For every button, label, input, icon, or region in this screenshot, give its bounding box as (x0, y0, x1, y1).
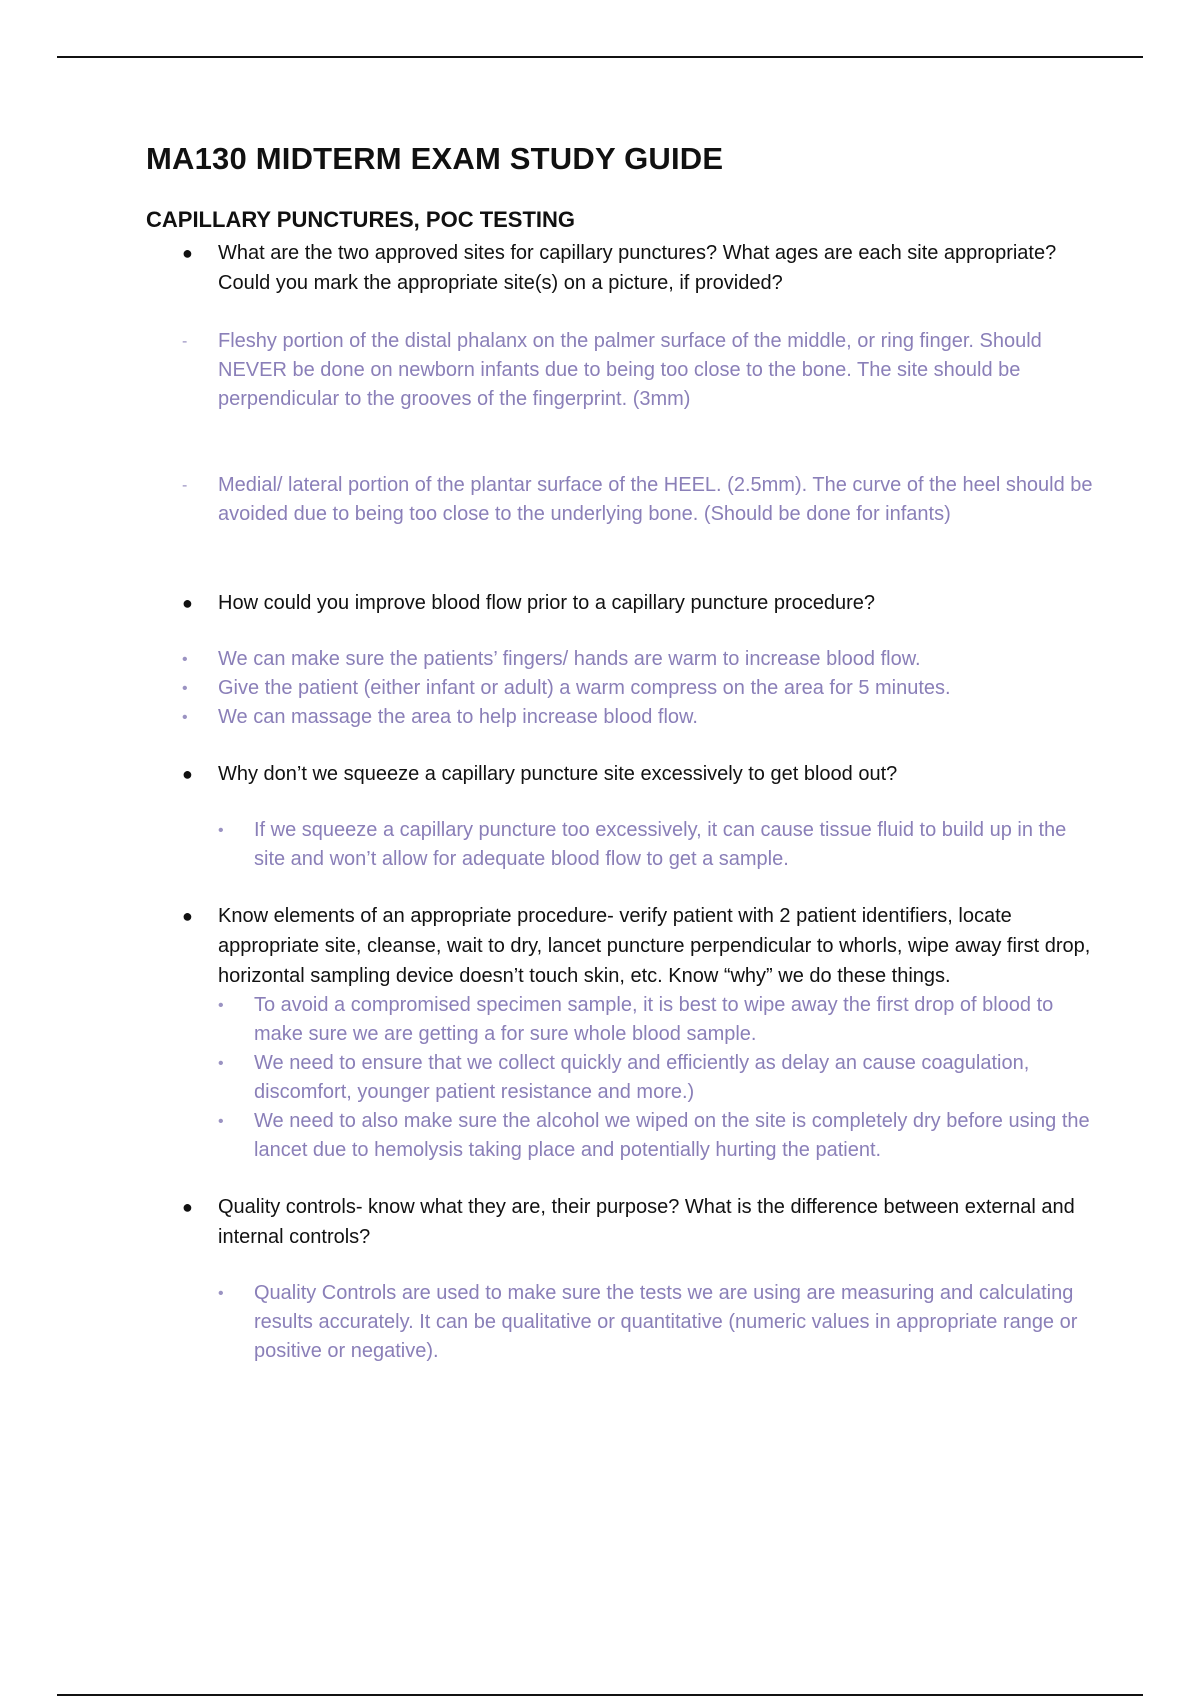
study-guide-page (146, 140, 1096, 1366)
answer-item (146, 816, 1096, 874)
dot-icon: • (218, 821, 224, 839)
question-item (146, 759, 1096, 789)
question-item (146, 1192, 1096, 1252)
question-text: Know elements of an appropriate procedure- verify patient with 2 patient identifiers, locate appropriate site, cleanse, wait to dry, lancet puncture perpendicular to whorls, wipe away first drop, horizontal sampling device doesn’t touch skin, etc. Know “why” we do these things. (218, 904, 1091, 987)
answer-text: We can make sure the patients’ fingers/ hands are warm to increase blood flow. (218, 647, 921, 670)
bullet-icon: ● (182, 592, 193, 613)
answer-item (146, 645, 1096, 674)
answer-item (146, 1049, 1096, 1107)
question-item (146, 588, 1096, 618)
answer-item (146, 703, 1096, 732)
top-rule (57, 56, 1143, 58)
dot-icon: • (218, 1054, 224, 1072)
answer-text: Fleshy portion of the distal phalanx on the palmer surface of the middle, or ring finger. Should NEVER be done on newborn infants due to being too close to the bone. The site should be perpendicular to the grooves of the fingerprint. (3mm) (218, 329, 1042, 410)
bullet-icon: ● (182, 763, 193, 784)
bottom-rule (57, 1694, 1143, 1696)
dash-icon: - (182, 332, 188, 350)
answer-item (146, 991, 1096, 1049)
bullet-icon: ● (182, 242, 193, 263)
answer-item (146, 471, 1096, 529)
dot-icon: • (218, 996, 224, 1014)
answer-text: Give the patient (either infant or adult) a warm compress on the area for 5 minutes. (218, 676, 951, 699)
question-text: How could you improve blood flow prior to a capillary puncture procedure? (218, 591, 876, 614)
section-heading: CAPILLARY PUNCTURES, POC TESTING (146, 207, 576, 233)
bullet-icon: ● (182, 1196, 193, 1217)
dot-icon: • (218, 1112, 224, 1130)
question-text: Why don’t we squeeze a capillary puncture site excessively to get blood out? (218, 762, 898, 785)
question-text: What are the two approved sites for capillary punctures? What ages are each site appropriate? Could you mark the appropriate site(s) on a picture, if provided? (218, 241, 1057, 294)
dot-icon: • (182, 708, 188, 726)
answer-item (146, 1279, 1096, 1366)
dot-icon: • (182, 650, 188, 668)
answer-text: If we squeeze a capillary puncture too excessively, it can cause tissue fluid to build up in the site and won’t allow for adequate blood flow to get a sample. (254, 818, 1067, 870)
answer-text: Medial/ lateral portion of the plantar surface of the HEEL. (2.5mm). The curve of the heel should be avoided due to being too close to the underlying bone. (Should be done for infants) (218, 473, 1093, 525)
dot-icon: • (218, 1284, 224, 1302)
answer-item (146, 1107, 1096, 1165)
answer-text: To avoid a compromised specimen sample, it is best to wipe away the first drop of blood to make sure we are getting a for sure whole blood sample. (254, 993, 1054, 1045)
dash-icon: - (182, 476, 188, 494)
question-item (146, 901, 1096, 991)
bullet-icon: ● (182, 905, 193, 926)
answer-item (146, 674, 1096, 703)
dot-icon: • (182, 679, 188, 697)
answer-text: We need to also make sure the alcohol we wiped on the site is completely dry before using the lancet due to hemolysis taking place and potentially hurting the patient. (254, 1109, 1090, 1161)
question-item (146, 238, 1096, 298)
answer-text: We need to ensure that we collect quickly and efficiently as delay an cause coagulation, discomfort, younger patient resistance and more.) (254, 1051, 1030, 1103)
question-text: Quality controls- know what they are, their purpose? What is the difference between external and internal controls? (218, 1195, 1075, 1248)
answer-text: Quality Controls are used to make sure the tests we are using are measuring and calculating results accurately. It can be qualitative or quantitative (numeric values in appropriate range or positive or negative). (254, 1281, 1078, 1362)
answer-text: We can massage the area to help increase blood flow. (218, 705, 698, 728)
answer-item (146, 327, 1096, 414)
document-title: MA130 MIDTERM EXAM STUDY GUIDE (146, 141, 724, 176)
